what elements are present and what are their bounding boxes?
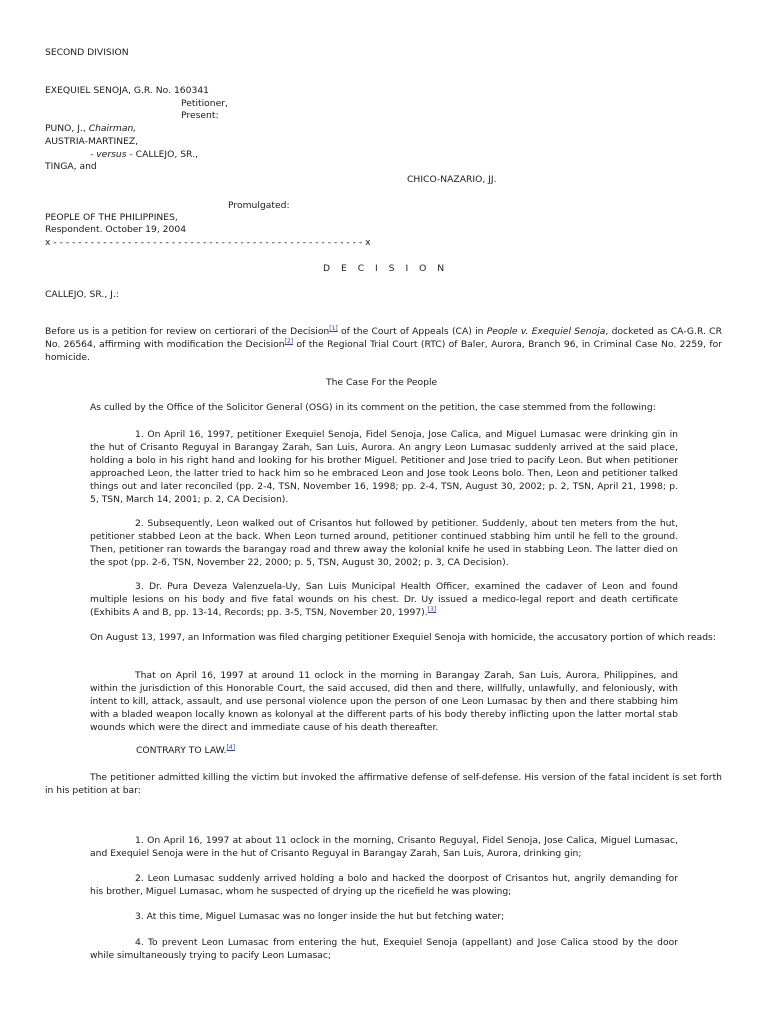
version-1: 1. On April 16, 1997 at about 11 oclock in the morning, Crisanto Reguyal, Fidel Senoja, Jose Calica, Miguel Lumasac, and Exequiel Senoja were in the hut of Crisanto Reguyal in Barangay Zarah, San Luis, Aurora, drinking gin;: [90, 835, 678, 859]
footnote-ref-3[interactable]: [3]: [427, 605, 437, 613]
present-label: Present:: [181, 110, 219, 121]
case-name: People v. Exequiel Senoja: [486, 326, 606, 337]
fact-3: [90, 580, 678, 619]
justice-tinga: TINGA, and: [45, 161, 97, 172]
osg-intro: As culled by the Office of the Solicitor General (OSG) in its comment on the petition, the case stemmed from the following:: [90, 402, 656, 413]
version-2: 2. Leon Lumasac suddenly arrived holding a bolo and hacked the doorpost of Crisantos hut, angrily demanding for his brother, Miguel Lumasac, whom he suspected of drying up the ricefield he was plowing;: [90, 873, 678, 897]
justice-chico-nazario: CHICO-NAZARIO, JJ.: [407, 174, 497, 185]
fact-1: 1. On April 16, 1997, petitioner Exequiel Senoja, Fidel Senoja, Jose Calica, and Miguel Lumasac were drinking gin in the hut of Crisanto Reguyal in Barangay Zarah, San Luis, Aurora. An angry Leon Lumasac suddenly arrived at the said place, holding a bolo in his right hand and looking for his brother Miguel. Petitioner and Jose tried to pacify Leon. But when petitioner approached Leon, the latter tried to hack him so he embraced Leon and Jose took Leons bolo. Then, Leon and petitioner talked things out and later reconciled (pp. 2-4, TSN, November 16, 1998; pp. 2-4, TSN, August 30, 2002; p. 2, TSN, April 21, 1998; p. 5, TSN, March 14, 2001; p. 2, CA Decision).: [90, 429, 678, 505]
footnote-ref-2[interactable]: [2]: [284, 337, 294, 345]
header-divider: x - - - - - - - - - - - - - - - - - - - - - - - - - - - - - - - - - - - - - - - - - - - - - - - - - - x: [45, 237, 371, 248]
intro-paragraph: [45, 325, 722, 364]
versus-label: - versus -: [90, 149, 133, 160]
footnote-ref-1[interactable]: [1]: [329, 324, 338, 332]
justice-puno-name: PUNO, J.,: [45, 123, 86, 134]
versus-line: [90, 149, 198, 161]
information-text: That on April 16, 1997 at around 11 oclock in the morning in Barangay Zarah, San Luis, Aurora, Philippines, and within the jurisdiction of this Honorable Court, the said accused, did then and there, willfully, unlawfully, and feloniously, with intent to kill, attack, assault, and use personal violence upon the person of one Leon Lumasac by then and there stabbing him with a bladed weapon locally known as kolonyal at the different parts of his body thereby inflicting upon the latter mortal stab wounds which were the direct and immediate cause of his death thereafter.: [90, 670, 678, 733]
respondent-date: Respondent. October 19, 2004: [45, 224, 187, 235]
division-heading: SECOND DIVISION: [45, 47, 129, 58]
version-4: 4. To prevent Leon Lumasac from entering the hut, Exequiel Senoja (appellant) and Jose Calica stood by the door while simultaneously trying to pacify Leon Lumasac;: [90, 937, 678, 961]
contrary-to-law: [136, 745, 235, 757]
petitioner-label: Petitioner,: [181, 98, 228, 109]
contrary-text: CONTRARY TO LAW.: [136, 745, 227, 756]
section-heading: The Case For the People: [326, 377, 438, 388]
fact-2: 2. Subsequently, Leon walked out of Crisantos hut followed by petitioner. Suddenly, about ten meters from the hut, petitioner stabbed Leon at the back. When Leon turned around, petitioner continued stabbing him until he fell to the ground. Then, petitioner ran towards the barangay road and threw away the kolonial knife he used in stabbing Leon. The latter died on the spot (pp. 2-6, TSN, November 22, 2000; p. 5, TSN, August 30, 2002; p. 3, CA Decision).: [90, 518, 678, 568]
decision-title: D E C I S I O N: [323, 263, 449, 274]
intro-text-c: , docketed as CA-G.R. CR No. 26564, affirming with modification the Decision: [45, 326, 722, 350]
justice-puno: [45, 123, 136, 135]
self-defense-paragraph: The petitioner admitted killing the victim but invoked the affirmative defense of self-defense. His version of the fatal incident is set forth in his petition at bar:: [45, 772, 722, 796]
case-caption: EXEQUIEL SENOJA, G.R. No. 160341: [45, 85, 210, 96]
respondent-party: PEOPLE OF THE PHILIPPINES,: [45, 212, 178, 223]
footnote-ref-4[interactable]: [4]: [226, 743, 236, 751]
intro-text-a: Before us is a petition for review on certiorari of the Decision: [45, 326, 330, 337]
intro-text-b: of the Court of Appeals (CA) in: [337, 326, 487, 337]
ponente: CALLEJO, SR., J.:: [45, 289, 119, 300]
justice-austria: AUSTRIA-MARTINEZ,: [45, 136, 139, 147]
chairman-label: Chairman,: [88, 123, 137, 134]
information-intro: On August 13, 1997, an Information was filed charging petitioner Exequiel Senoja with homicide, the accusatory portion of which reads:: [90, 632, 716, 643]
justice-callejo: CALLEJO, SR.,: [135, 149, 198, 160]
promulgated-label: Promulgated:: [228, 200, 290, 211]
version-3: 3. At this time, Miguel Lumasac was no longer inside the hut but fetching water;: [135, 911, 505, 922]
fact-3-text: 3. Dr. Pura Deveza Valenzuela-Uy, San Luis Municipal Health Officer, examined the cadaver of Leon and found multiple lesions on his body and five fatal wounds on his chest. Dr. Uy issued a medico-legal report and death certificate (Exhibits A and B, pp. 13-14, Records; pp. 3-5, TSN, November 20, 1997).: [90, 581, 678, 618]
intro-text-d: of the Regional Trial Court (RTC) of Baler, Aurora, Branch 96, in Criminal Case No. 2259, for homicide.: [45, 339, 722, 363]
